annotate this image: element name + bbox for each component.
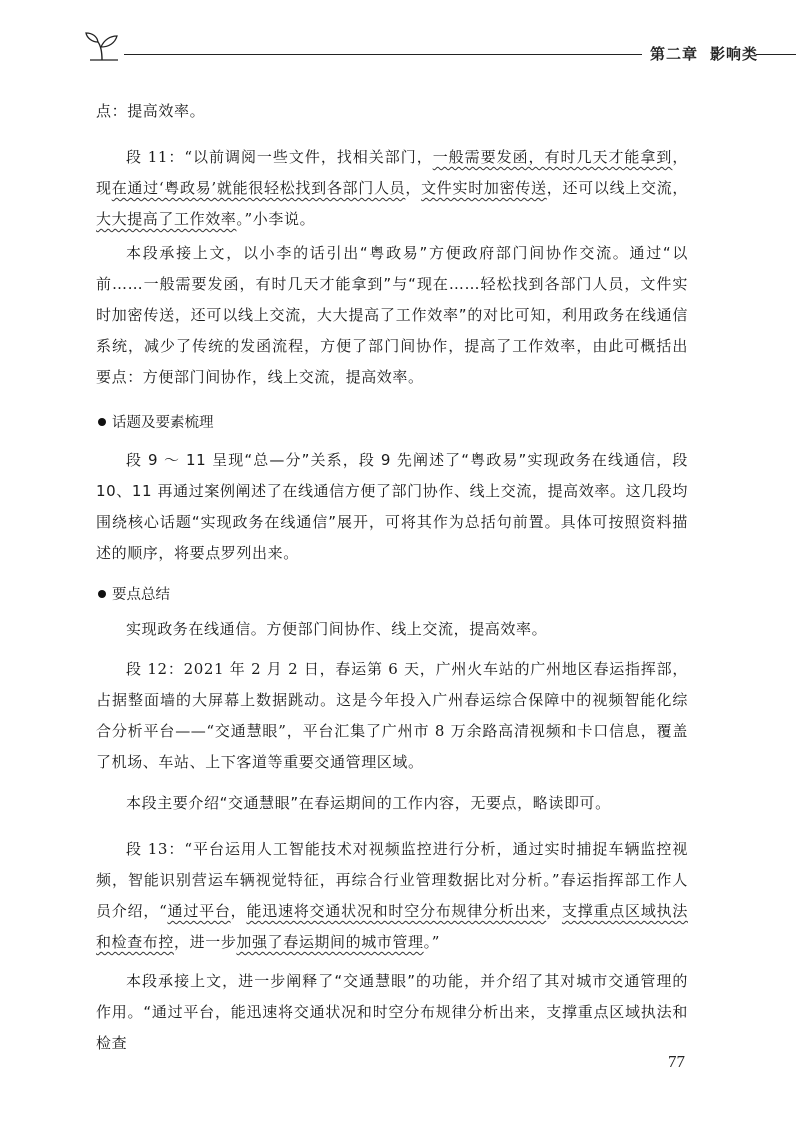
paragraph-p1 xyxy=(96,142,688,235)
paragraph-p0: 点：提高效率。 xyxy=(96,102,206,120)
paragraph-p4: 实现政务在线通信。方便部门间协作、线上交流，提高效率。 xyxy=(126,620,548,638)
p7-underlined-d: 能迅速将交通状况和时空分布规律分析出来 xyxy=(246,902,547,920)
heading1-text: 话题及要素梳理 xyxy=(112,415,214,431)
chapter-number: 第二章 xyxy=(650,45,699,63)
page-number: 77 xyxy=(668,1052,685,1071)
p7-underlined-b: 通过平台 xyxy=(167,902,231,920)
chapter-title xyxy=(650,43,758,64)
paragraph-p3: 段 9 ～ 11 呈现“总—分”关系，段 9 先阐述了“粤政易”实现政务在线通信，段 10、11 再通过案例阐述了在线通信方便了部门协作、线上交流，提高效率。这几段均围绕核心话题“实现政务在线通信”展开，可将其作为总括句前置。具体可按照资料描述的顺序，将要点罗列出来。 xyxy=(96,451,688,562)
p7-text-g: ，进一步 xyxy=(174,933,237,951)
paragraph-p6: 本段主要介绍“交通慧眼”在春运期间的工作内容，无要点，略读即可。 xyxy=(126,794,611,812)
heading-topic-elements xyxy=(98,408,214,439)
paragraph-p8: 本段承接上文，进一步阐释了“交通慧眼”的功能，并介绍了其对城市交通管理的作用。“通过平台，能迅速将交通状况和时空分布规律分析出来，支撑重点区域执法和检查 xyxy=(96,972,688,1052)
heading-summary xyxy=(98,580,170,611)
bullet-dot-icon xyxy=(98,590,106,598)
p1-text-i: 。”小李说。 xyxy=(236,210,316,228)
p1-underlined-h: 大大提高了工作效率 xyxy=(96,210,237,228)
bullet-dot-icon xyxy=(98,418,106,426)
p1-text-e: ， xyxy=(405,179,422,197)
heading2-text: 要点总结 xyxy=(112,587,170,603)
sprout-icon xyxy=(84,30,120,64)
p1-underlined-b: 一般需要发函，有时几天才能拿到 xyxy=(432,148,673,166)
running-header xyxy=(84,28,759,68)
paragraph-p5: 段 12：2021 年 2 月 2 日，春运第 6 天，广州火车站的广州地区春运指挥部，占据整面墙的大屏幕上数据跳动。这是今年投入广州春运综合保障中的视频智能化综合分析平台——“交通慧眼”，平台汇集了广州市 8 万余路高清视频和卡口信息，覆盖了机场、车站、上下客道等重要交通管理区域。 xyxy=(96,660,688,771)
p1-underlined-d: 在通过‘粤政易’就能很轻松找到各部门人员 xyxy=(111,179,406,197)
p7-text-e: ， xyxy=(546,902,562,920)
header-rule-right xyxy=(756,54,796,55)
p7-text-i: 。” xyxy=(423,933,440,951)
p7-text-c: ， xyxy=(230,902,247,920)
p1-text-g: ，还可以线上交流， xyxy=(546,179,688,197)
paragraph-p2: 本段承接上文，以小李的话引出“粤政易”方便政府部门间协作交流。通过“以前……一般需要发函，有时几天才能拿到”与“现在……轻松找到各部门人员，文件实时加密传送，还可以线上交流，大大提高了工作效率”的对比可知，利用政务在线通信系统，减少了传统的发函流程，方便了部门间协作，提高了工作效率，由此可概括出要点：方便部门间协作，线上交流，提高效率。 xyxy=(96,244,688,386)
p1-underlined-f: 文件实时加密传送 xyxy=(421,179,547,197)
header-rule xyxy=(124,54,642,55)
p1-text-c: ，现 xyxy=(96,148,688,197)
section-name: 影响类 xyxy=(710,45,759,63)
paragraph-p7 xyxy=(96,834,688,958)
p7-underlined-f: 支撑重点区域执法和检查布控 xyxy=(96,902,688,951)
p1-text-a: 段 11：“以前调阅一些文件，找相关部门， xyxy=(126,148,433,166)
p7-underlined-h: 加强了春运期间的城市管理 xyxy=(236,933,424,951)
p7-text-a: 段 13：“平台运用人工智能技术对视频监控进行分析，通过实时捕捉车辆监控视频，智能识别营运车辆视觉特征，再综合行业管理数据比对分析。”春运指挥部工作人员介绍，“ xyxy=(96,840,688,920)
